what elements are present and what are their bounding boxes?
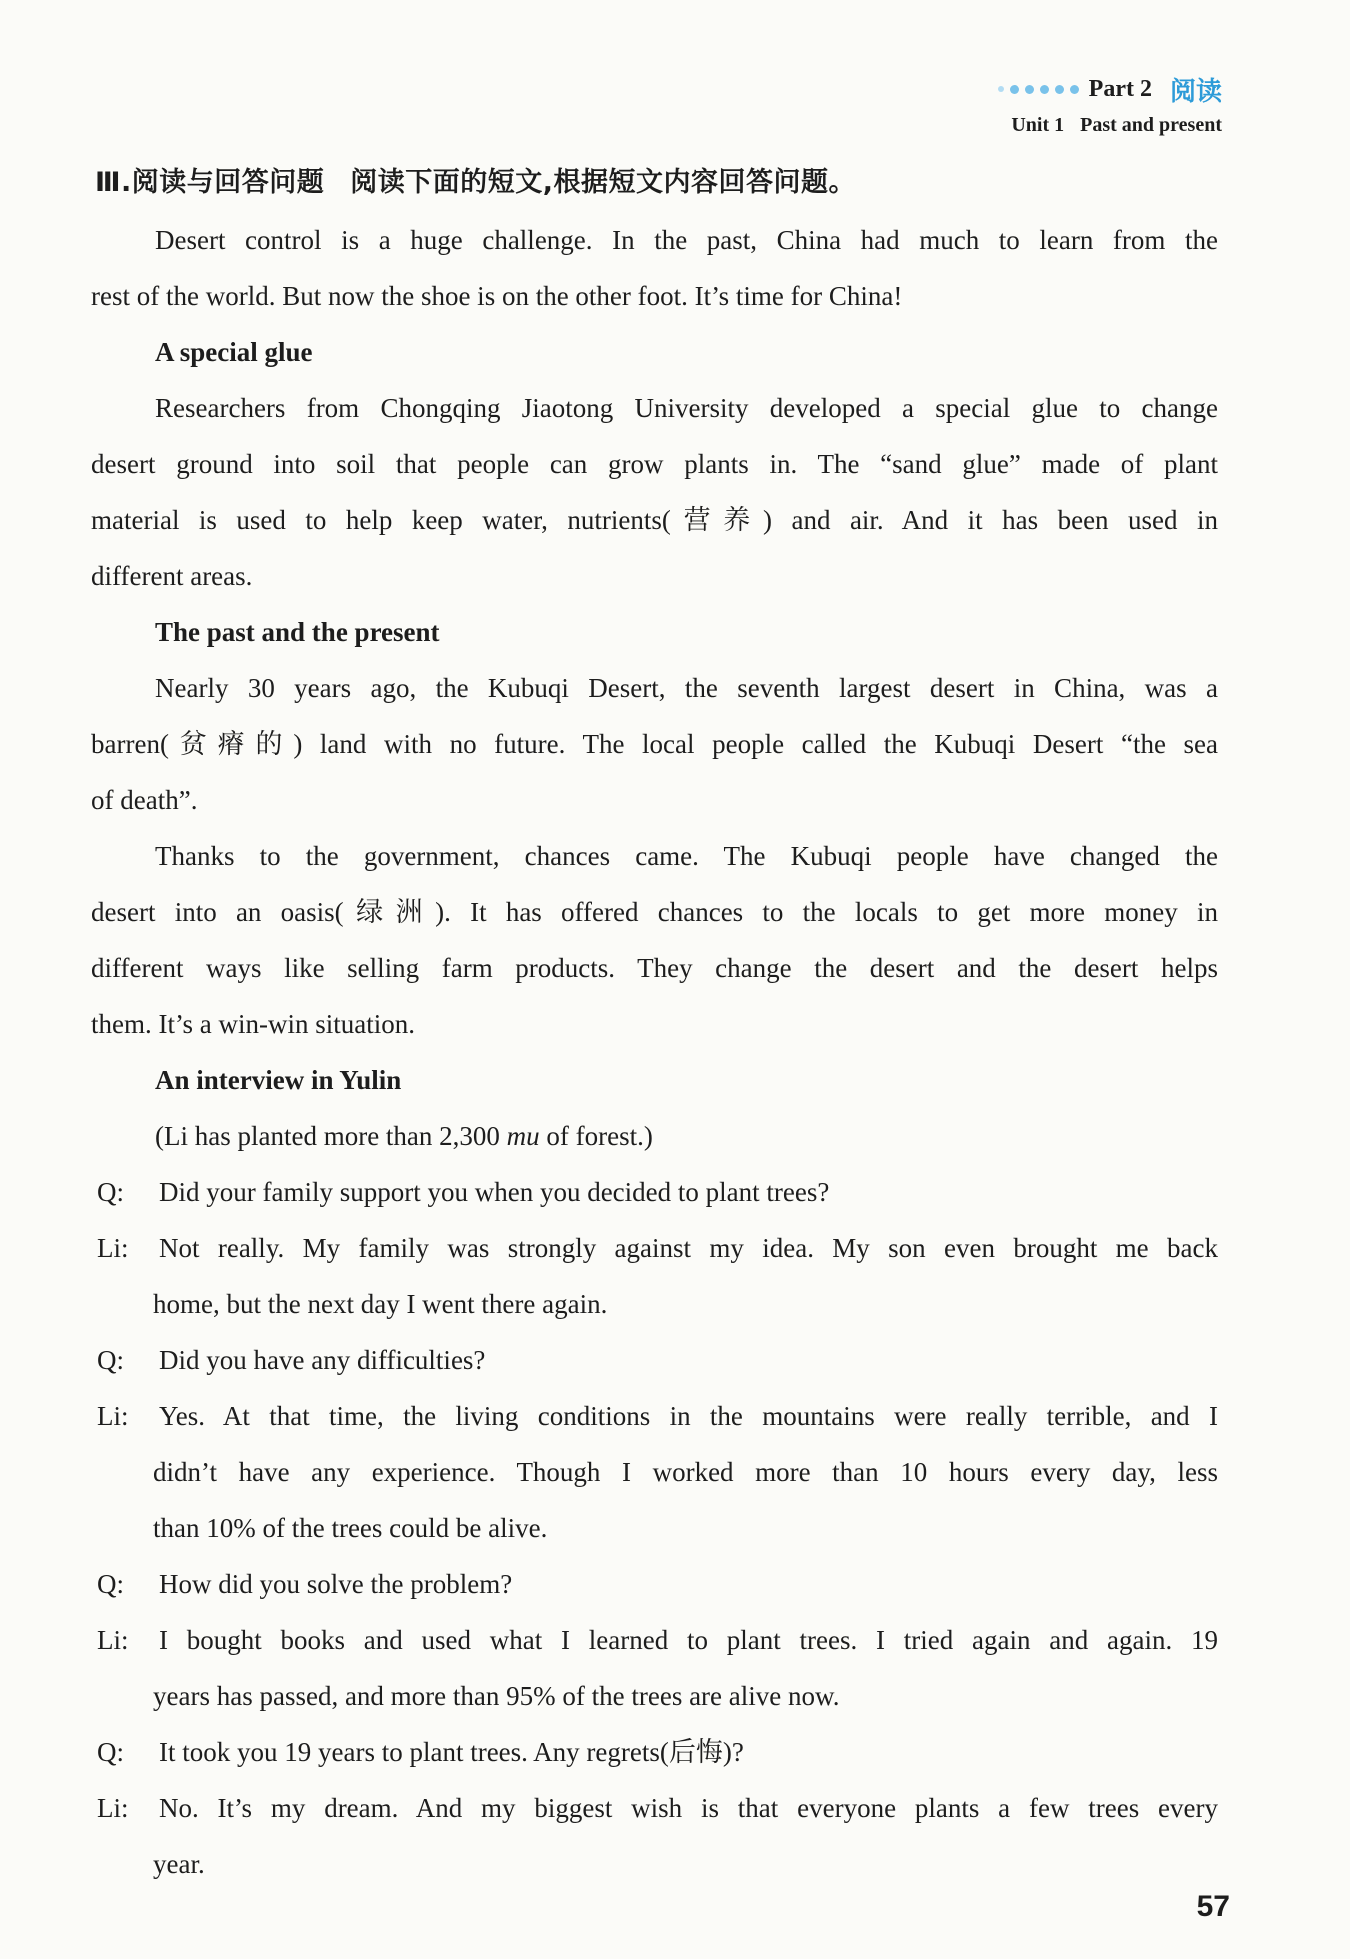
- speaker-label: Q:: [97, 1569, 124, 1599]
- speaker-label: Q:: [97, 1345, 124, 1375]
- interview-line: [91, 1556, 1218, 1612]
- paragraph-line: different areas.: [91, 561, 253, 591]
- interview-line: [91, 1724, 1218, 1780]
- paragraph-line: of death”.: [91, 785, 198, 815]
- paragraph-line: barren(贫瘠的) land with no future. The local people called the Kubuqi Desert “the sea: [91, 729, 1218, 759]
- paragraph-line: different ways like selling farm products. They change the desert and the desert helps: [91, 953, 1218, 983]
- interview-text: Did your family support you when you decided to plant trees?: [159, 1177, 830, 1207]
- paragraph-line: desert into an oasis(绿洲). It has offered chances to the locals to get more money in: [91, 897, 1218, 927]
- speaker-label: Li:: [97, 1625, 129, 1655]
- paragraph-line: them. It’s a win-win situation.: [91, 1009, 415, 1039]
- paragraph-line: Nearly 30 years ago, the Kubuqi Desert, the seventh largest desert in China, was a: [155, 673, 1218, 703]
- interview-text: How did you solve the problem?: [159, 1569, 513, 1599]
- paragraph-line: Thanks to the government, chances came. The Kubuqi people have changed the: [155, 841, 1218, 871]
- interview-text: I bought books and used what I learned to plant trees. I tried again and again. 19: [159, 1625, 1218, 1655]
- section-name: 阅读与回答问题: [131, 167, 325, 198]
- note-text: (Li has planted more than 2,300: [155, 1121, 507, 1151]
- interview-line: [91, 1332, 1218, 1388]
- page-number: 57: [1196, 1890, 1230, 1923]
- speaker-label: Q:: [97, 1737, 124, 1767]
- speaker-label: Li:: [97, 1401, 129, 1431]
- interview-text: No. It’s my dream. And my biggest wish is that everyone plants a few trees every: [159, 1793, 1218, 1823]
- speaker-label: Li:: [97, 1233, 129, 1263]
- interview-note: [91, 1108, 1218, 1164]
- interview-line: [91, 1612, 1218, 1668]
- interview-line: [91, 1164, 1218, 1220]
- paragraph-line: desert ground into soil that people can grow plants in. The “sand glue” made of plant: [91, 449, 1218, 479]
- section-title: [95, 160, 856, 199]
- speaker-label: Li:: [97, 1793, 129, 1823]
- interview-text: than 10% of the trees could be alive.: [153, 1513, 548, 1543]
- interview-text: years has passed, and more than 95% of the trees are alive now.: [153, 1681, 840, 1711]
- page-header: [992, 70, 1222, 137]
- paragraph-line: rest of the world. But now the shoe is on the other foot. It’s time for China!: [91, 281, 903, 311]
- subheading-special-glue: A special glue: [155, 337, 313, 367]
- decorative-dots: [992, 85, 1079, 94]
- subheading-past-present: The past and the present: [155, 617, 440, 647]
- section-number: Ⅲ.: [95, 167, 132, 198]
- subheading-interview: An interview in Yulin: [155, 1065, 402, 1095]
- interview-text: Not really. My family was strongly against my idea. My son even brought me back: [159, 1233, 1218, 1263]
- interview-line: [91, 1388, 1218, 1444]
- part-label: Part 2: [1088, 75, 1152, 102]
- reading-passage: [91, 212, 1218, 1892]
- paragraph-line: Researchers from Chongqing Jiaotong University developed a special glue to change: [155, 393, 1218, 423]
- interview-text: didn’t have any experience. Though I worked more than 10 hours every day, less: [153, 1457, 1218, 1487]
- section-instruction: 阅读下面的短文,根据短文内容回答问题。: [350, 167, 857, 198]
- interview-text: It took you 19 years to plant trees. Any regrets(后悔)?: [159, 1737, 744, 1767]
- paragraph-line: Desert control is a huge challenge. In the past, China had much to learn from the: [155, 225, 1218, 255]
- interview-line: [91, 1220, 1218, 1276]
- interview-line: [91, 1780, 1218, 1836]
- paragraph-line: material is used to help keep water, nutrients(营养) and air. And it has been used in: [91, 505, 1218, 535]
- note-text: of forest.): [539, 1121, 653, 1151]
- unit-title: Past and present: [1080, 114, 1222, 136]
- interview-text: year.: [153, 1849, 205, 1879]
- note-unit: mu: [506, 1121, 540, 1151]
- part-chinese-label: 阅读: [1169, 76, 1222, 107]
- speaker-label: Q:: [97, 1177, 124, 1207]
- interview-text: Yes. At that time, the living conditions in the mountains were really terrible, and I: [159, 1401, 1218, 1431]
- interview-text: home, but the next day I went there again.: [153, 1289, 608, 1319]
- unit-label: Unit 1: [1011, 114, 1065, 136]
- interview-text: Did you have any difficulties?: [159, 1345, 486, 1375]
